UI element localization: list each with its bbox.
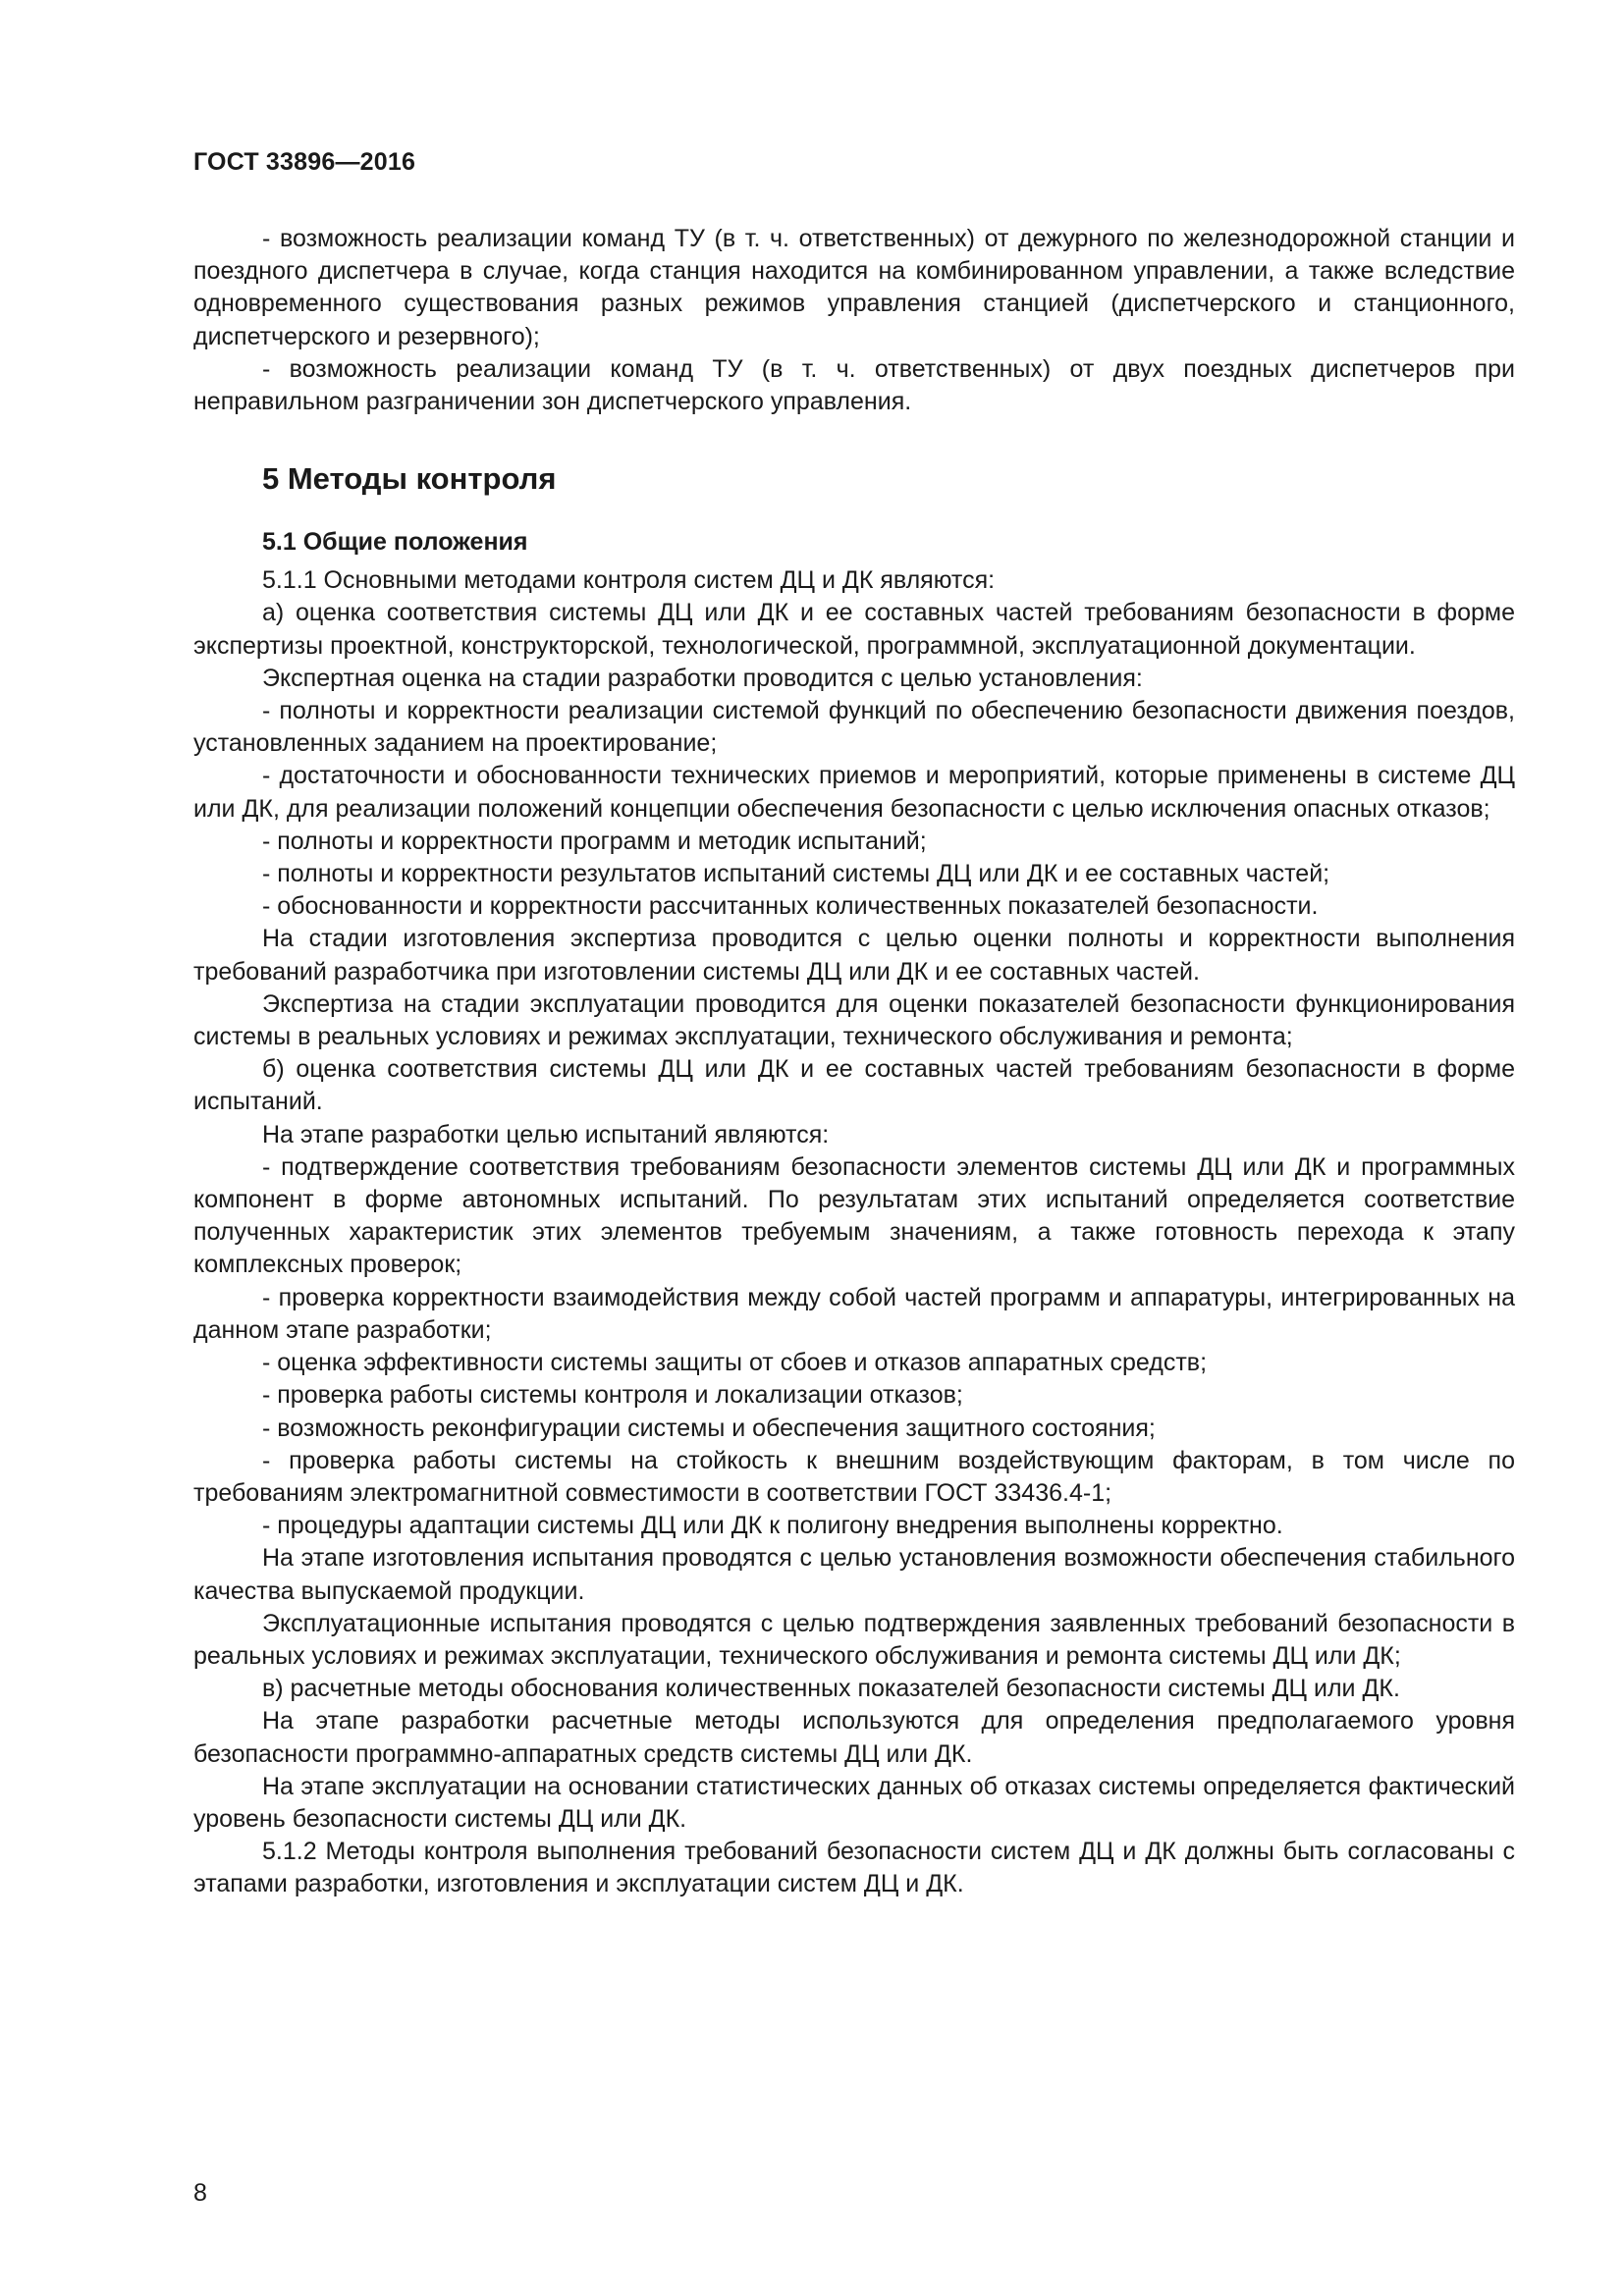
paragraph: На этапе эксплуатации на основании статистических данных об отказах системы определяется фактический уровень безопасности системы ДЦ или ДК. [193, 1772, 1515, 1833]
paragraph: Экспертная оценка на стадии разработки проводится с целью установления: [262, 664, 1143, 692]
paragraph: б) оценка соответствия системы ДЦ или ДК и ее составных частей требованиям безопасности в форме испытаний. [193, 1055, 1515, 1116]
section-heading: 5 Методы контроля [262, 461, 557, 497]
paragraph: На этапе изготовления испытания проводятся с целью установления возможности обеспечения стабильного качества выпускаемой продукции. [193, 1544, 1515, 1605]
paragraph: На стадии изготовления экспертиза проводится с целью оценки полноты и корректности выполнения требований разработчика при изготовлении системы ДЦ или ДК и ее составных частей. [193, 925, 1515, 986]
list-item: - достаточности и обоснованности технических приемов и мероприятий, которые применены в системе ДЦ или ДК, для реализации положений концепции обеспечения безопасности с целью исключения опасных отказов; [193, 762, 1515, 823]
subsection-heading: 5.1 Общие положения [262, 528, 528, 557]
paragraph: Эксплуатационные испытания проводятся с целью подтверждения заявленных требований безопасности в реальных условиях и режимах эксплуатации, технического обслуживания и ремонта системы ДЦ или ДК; [193, 1609, 1515, 1670]
page-number: 8 [193, 2179, 207, 2207]
paragraph: а) оценка соответствия системы ДЦ или ДК и ее составных частей требованиям безопасности в форме экспертизы проектной, конструкторской, технологической, программной, эксплуатационной документации. [193, 599, 1515, 660]
list-item: - полноты и корректности реализации системой функций по обеспечению безопасности движения поездов, установленных заданием на проектирование; [193, 697, 1515, 758]
list-item: - полноты и корректности программ и методик испытаний; [262, 827, 927, 855]
paragraph: 5.1.1 Основными методами контроля систем ДЦ и ДК являются: [262, 566, 996, 595]
paragraph: На этапе разработки расчетные методы используются для определения предполагаемого уровня безопасности программно-аппаратных средств системы ДЦ или ДК. [193, 1707, 1515, 1768]
list-item: - возможность реконфигурации системы и обеспечения защитного состояния; [262, 1414, 1156, 1442]
paragraph: Экспертиза на стадии эксплуатации проводится для оценки показателей безопасности функционирования системы в реальных условиях и режимах эксплуатации, технического обслуживания и ремонта; [193, 989, 1515, 1051]
list-item: - проверка работы системы контроля и локализации отказов; [262, 1381, 963, 1410]
list-item: - оценка эффективности системы защиты от сбоев и отказов аппаратных средств; [262, 1349, 1208, 1377]
list-item: - проверка работы системы на стойкость к внешним воздействующим факторам, в том числе по требованиям электромагнитной совместимости в соответствии ГОСТ 33436.4-1; [193, 1446, 1515, 1507]
list-item: - подтверждение соответствия требованиям безопасности элементов системы ДЦ или ДК и программных компонент в форме автономных испытаний. По результатам этих испытаний определяется соответствие полученных характеристик этих элементов требуемым значениям, а также готовность перехода к этапу комплексных проверок; [193, 1152, 1515, 1279]
paragraph: - возможность реализации команд ТУ (в т. ч. ответственных) от двух поездных диспетчеров при неправильном разграничении зон диспетчерского управления. [193, 354, 1515, 416]
paragraph: в) расчетные методы обоснования количественных показателей безопасности системы ДЦ или ДК. [262, 1675, 1400, 1703]
document-designation: ГОСТ 33896—2016 [193, 148, 416, 176]
list-item: - проверка корректности взаимодействия между собой частей программ и аппаратуры, интегрированных на данном этапе разработки; [193, 1283, 1515, 1344]
paragraph: 5.1.2 Методы контроля выполнения требований безопасности систем ДЦ и ДК должны быть согласованы с этапами разработки, изготовления и эксплуатации систем ДЦ и ДК. [193, 1838, 1515, 1898]
list-item: - обоснованности и корректности рассчитанных количественных показателей безопасности. [262, 892, 1319, 921]
paragraph: - возможность реализации команд ТУ (в т. ч. ответственных) от дежурного по железнодорожной станции и поездного диспетчера в случае, когда станция находится на комбинированном управлении, а также вследствие одновременного существования разных режимов управления станцией (диспетчерского и станционного, диспетчерского и резервного); [193, 225, 1515, 350]
list-item: - полноты и корректности результатов испытаний системы ДЦ или ДК и ее составных частей; [262, 860, 1330, 888]
list-item: - процедуры адаптации системы ДЦ или ДК к полигону внедрения выполнены корректно. [262, 1512, 1283, 1540]
page-content [193, 223, 1515, 1901]
paragraph: На этапе разработки целью испытаний являются: [262, 1120, 830, 1148]
